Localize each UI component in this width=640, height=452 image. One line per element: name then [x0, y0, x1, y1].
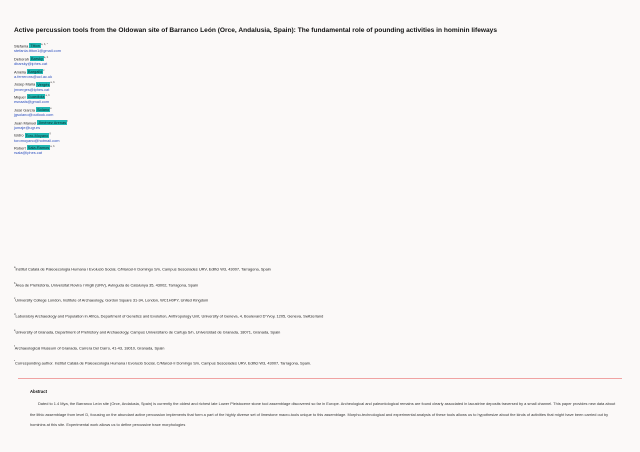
author-last-name: Jiménez Arenas — [38, 119, 67, 125]
author-last-name: Solano — [37, 107, 50, 113]
affiliation-line — [14, 297, 208, 302]
author-email-link[interactable]: jgsolano@outlook.com — [14, 112, 54, 118]
affiliation-marker: e — [14, 328, 16, 332]
author-entry — [14, 42, 61, 53]
author-first-name: Josep Maria — [14, 81, 36, 87]
author-first-name: Isidro — [14, 132, 24, 138]
affiliation-marker: f — [14, 344, 15, 348]
author-affiliation-marker: c — [43, 68, 45, 72]
affiliation-text: University of Granada, Department of Prehistory and Archaeology, Campus Universitario de Cartuja S/n, Universidad de Granada, 18071, Granada, Spain — [15, 329, 281, 335]
affiliation-marker: a — [14, 266, 16, 269]
author-entry — [14, 131, 59, 142]
section-divider — [18, 378, 622, 379]
author-last-name: Toro-Moyano — [25, 132, 49, 138]
author-name — [14, 119, 68, 125]
affiliation-marker: c — [14, 297, 16, 301]
author-entry — [14, 80, 55, 91]
abstract-heading: Abstract — [30, 389, 47, 394]
author-email-link[interactable]: a.ferrerons@ucl.ac.uk — [14, 73, 53, 79]
author-first-name: Deborah — [14, 56, 29, 62]
author-email-link[interactable]: jmverges@iphes.cat — [14, 86, 50, 92]
author-email-link[interactable]: jumaje@ugr.es — [14, 124, 41, 130]
author-email-link[interactable]: esnaals@gmail.com — [14, 99, 50, 105]
author-name — [14, 80, 55, 86]
author-first-name: Juan Manuel — [14, 119, 37, 125]
author-first-name: Stefania — [14, 43, 29, 49]
author-affiliation-marker: a, b — [50, 81, 55, 85]
affiliation-text: University College London, Institute of Archaeology, Gordon Square 31-34, London, WC1H0PY, United Kingdom — [15, 297, 209, 303]
author-first-name: Amèlia — [14, 68, 26, 74]
affiliation-text: Institut Català de Paleoecologia Humana i Evolució Social, C/Marcel·lí Domingo S/n, Campus Sescelades URV, Edifici W3, 43007, Tarragona, Spain — [15, 266, 271, 272]
affiliation-line — [14, 360, 311, 365]
affiliation-line — [14, 329, 280, 334]
affiliation-line — [14, 266, 271, 271]
author-affiliation-marker: a, b, * — [40, 43, 48, 46]
author-last-name: Barsky — [31, 56, 43, 62]
affiliation-text: Àrea de Prehistòria, Universitat Rovira i Virgili (URV), Avinguda de Catalunya 35, 43002, Tarragona, Spain — [15, 281, 199, 287]
author-last-name: Guardiola — [27, 94, 45, 100]
affiliation-marker: b — [14, 281, 16, 285]
author-entry — [14, 93, 50, 104]
affiliation-line — [14, 313, 323, 318]
author-last-name: Sala-Ramos — [27, 145, 50, 151]
affiliation-marker: d — [14, 313, 16, 317]
author-first-name: José García — [14, 107, 35, 113]
author-affiliation-marker: f — [67, 119, 68, 123]
affiliation-marker: * — [14, 360, 16, 364]
author-affiliation-marker: e — [50, 106, 52, 110]
affiliation-text: Corresponding author. Institut Català de Paleoecologia Humana i Evolució Social, C/Marcel·lí Domingo S/n, Campus Sescelades URV, Edifici W3, 43007, Tarragona, Spain. — [15, 360, 312, 366]
author-email-link[interactable]: stefania.titton1@gmail.com — [14, 48, 61, 54]
author-first-name: Miquel — [14, 94, 26, 100]
affiliation-text: Laboratory Archaeology and Population in Africa, Department of Genetics and Evolution, Anthropology Unit, University of Geneva, 4, Boulevard D'Yvoy, 1205, Geneva, Switzerland — [15, 313, 324, 319]
author-affiliation-marker: a, b — [45, 94, 50, 97]
author-last-name: Bargalló — [28, 68, 43, 74]
author-entry — [14, 68, 52, 79]
author-last-name: Titton — [30, 43, 40, 49]
author-last-name: Vergès — [37, 81, 50, 87]
affiliation-text: Archaeological Museum of Granada, Carrera Del Darro, 41-43, 18010, Granada, Spain — [14, 344, 165, 350]
paper-title: Active percussion tools from the Oldowan site of Barranco León (Orce, Andalusia, Spain): The fundamental role of pounding activities in hominin lifeways — [14, 27, 497, 34]
author-entry — [14, 119, 68, 130]
author-email-link[interactable]: dbarsky@iphes.cat — [14, 61, 48, 67]
affiliation-line — [14, 282, 198, 287]
author-affiliation-marker: a, b — [43, 55, 49, 59]
author-affiliation-marker: g — [49, 132, 51, 136]
author-affiliation-marker: a, b — [50, 145, 55, 148]
author-email-link[interactable]: toromoyano@hotmail.com — [14, 137, 60, 143]
abstract-text: Dated to 1.4 Mya, the Barranco León site (Orce, Andalusia, Spain) is currently the oldest and richest late Lower Pleistocene stone tool assemblage discovered so far in Europe. Archeological and paleontological remains are found clearly associated in lacustrine deposits traversed by a small channel. This paper provides new data about the lithic assemblage from level D, focusing on the abundant active percussion implements that form a part of the highly diverse set of limestone macro-tools unique to this assemblage. Morpho-technological and experimental analysis of these tools allows us to hypothesize about the kinds of activities that might have been carried out by hominins at this site. Experimental work allows us to define percussive trace morphologies — [30, 401, 616, 427]
author-first-name: Robert — [14, 145, 26, 151]
author-entry — [14, 144, 55, 155]
author-email-link[interactable]: rsala@iphes.cat — [14, 150, 42, 156]
author-entry — [14, 106, 53, 117]
affiliation-line — [14, 345, 164, 350]
author-entry — [14, 55, 48, 66]
